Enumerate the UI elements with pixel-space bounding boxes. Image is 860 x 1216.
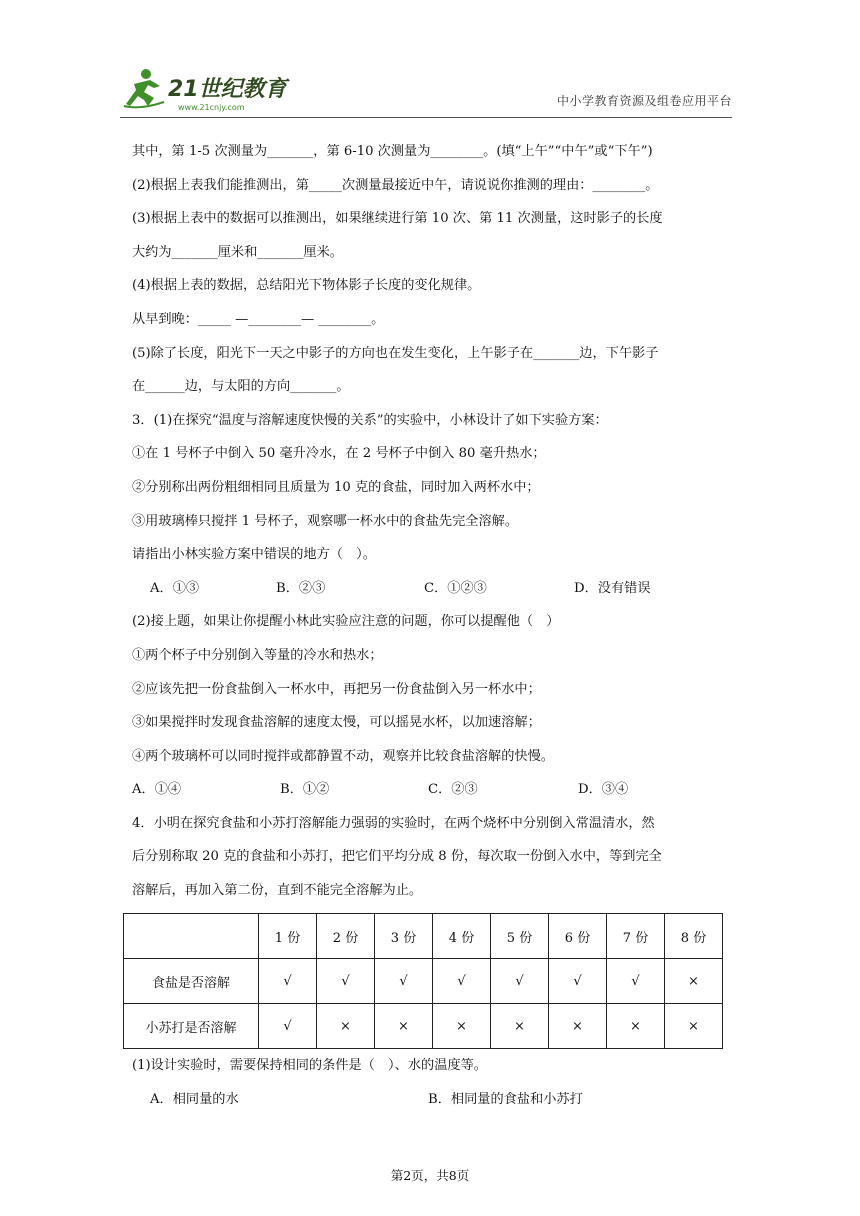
option-b: B．②③ — [276, 580, 326, 596]
text-line: ③用玻璃棒只搅拌 1 号杯子，观察哪一杯水中的食盐先完全溶解。 — [132, 513, 519, 529]
option-c: C．①②③ — [424, 580, 487, 596]
table-cell: 食盐是否溶解 — [124, 959, 259, 1004]
q3-2-options — [132, 778, 732, 812]
text-line: (2)接上题，如果让你提醒小林此实验应注意的问题，你可以提醒他（ ） — [132, 614, 560, 630]
table-cell: × — [665, 1004, 723, 1049]
table-cell: 1 份 — [259, 914, 317, 959]
table-cell: √ — [549, 959, 607, 1004]
option-c: C．②③ — [428, 782, 478, 798]
table-header-row — [124, 914, 723, 959]
text-line: (5)除了长度，阳光下一天之中影子的方向也在发生变化，上午影子在_______边，下午影子 — [132, 345, 659, 361]
option-a: A．相同量的水 — [150, 1091, 239, 1107]
table-cell: √ — [259, 1004, 317, 1049]
table-cell: × — [375, 1004, 433, 1049]
table-cell — [124, 914, 259, 959]
question-3-stem: 3．(1)在探究“温度与溶解速度快慢的关系”的实验中，小林设计了如下实验方案： — [132, 412, 608, 428]
table-cell: 8 份 — [665, 914, 723, 959]
table-cell: 小苏打是否溶解 — [124, 1004, 259, 1049]
page-header — [120, 66, 732, 118]
table-cell: × — [433, 1004, 491, 1049]
text-line: (1)设计实验时，需要保持相同的条件是（ ）、水的温度等。 — [132, 1058, 487, 1073]
table-row — [124, 1004, 723, 1049]
text-line: ③如果搅拌时发现食盐溶解的速度太慢，可以摇晃水杯，以加速溶解； — [132, 715, 541, 731]
text-line: (2)根据上表我们能推测出，第_____次测量最接近中午，请说说你推测的理由：________。 — [132, 177, 659, 193]
text-line: ④两个玻璃杯可以同时搅拌或都静置不动，观察并比较食盐溶解的快慢。 — [132, 748, 554, 764]
option-b: B．①② — [280, 782, 330, 798]
text-line: (4)根据上表的数据，总结阳光下物体影子长度的变化规律。 — [132, 278, 481, 294]
table-cell: √ — [491, 959, 549, 1004]
table-cell: √ — [259, 959, 317, 1004]
option-b: B．相同量的食盐和小苏打 — [428, 1091, 583, 1107]
table-cell: 5 份 — [491, 914, 549, 959]
table-cell: × — [317, 1004, 375, 1049]
table-cell: 6 份 — [549, 914, 607, 959]
text-line: ①在 1 号杯子中倒入 50 毫升冷水，在 2 号杯子中倒入 80 毫升热水； — [132, 446, 546, 462]
table-cell: √ — [607, 959, 665, 1004]
table-cell: × — [607, 1004, 665, 1049]
option-d: D．③④ — [578, 782, 629, 798]
document-body — [132, 140, 732, 913]
table-cell: √ — [375, 959, 433, 1004]
table-row — [124, 959, 723, 1004]
option-a: A．①④ — [132, 782, 182, 798]
table-cell: 2 份 — [317, 914, 375, 959]
page-number: 第2页，共8页 — [390, 1168, 470, 1183]
q3-1-options — [132, 577, 732, 611]
text-line: 其中，第 1-5 次测量为_______，第 6-10 次测量为________。(填“上午”“中午”或“下午”) — [132, 144, 653, 159]
table-cell: × — [665, 959, 723, 1004]
text-line: 从早到晚：_____ —________— ________。 — [132, 311, 385, 327]
text-line: (3)根据上表中的数据可以推测出，如果继续进行第 10 次、第 11 次测量，这时影子的长度 — [132, 211, 663, 227]
option-d: D．没有错误 — [574, 580, 651, 596]
text-line: ②分别称出两份粗细相同且质量为 10 克的食盐，同时加入两杯水中； — [132, 479, 540, 495]
table-cell: × — [491, 1004, 549, 1049]
text-line: 溶解后，再加入第二份，直到不能完全溶解为止。 — [132, 883, 423, 899]
text-line: ①两个杯子中分别倒入等量的冷水和热水； — [132, 647, 383, 663]
option-a: A．①③ — [150, 580, 200, 596]
header-rule — [120, 117, 732, 118]
svg-text:21世纪教育: 21世纪教育 — [168, 77, 287, 102]
dissolve-table — [123, 913, 723, 1049]
text-line: ②应该先把一份食盐倒入一杯水中，再把另一份食盐倒入另一杯水中； — [132, 681, 541, 697]
text-line: 大约为_______厘米和_______厘米。 — [132, 244, 343, 260]
svg-text:www.21cnjy.com: www.21cnjy.com — [178, 103, 245, 112]
table-cell: 7 份 — [607, 914, 665, 959]
text-line: 请指出小林实验方案中错误的地方（ ）。 — [132, 547, 376, 563]
table-cell: 4 份 — [433, 914, 491, 959]
table-cell: × — [549, 1004, 607, 1049]
question-4-1 — [132, 1054, 732, 1121]
table-cell: √ — [433, 959, 491, 1004]
text-line: 在______边，与太阳的方向_______。 — [132, 379, 350, 395]
q4-1-options — [132, 1088, 732, 1122]
logo-21cnjy — [120, 66, 300, 114]
text-line: 后分别称取 20 克的食盐和小苏打，把它们平均分成 8 份，每次取一份倒入水中，等到完全 — [132, 849, 662, 865]
table-cell: 3 份 — [375, 914, 433, 959]
platform-name: 中小学教育资源及组卷应用平台 — [556, 94, 732, 108]
table-cell: √ — [317, 959, 375, 1004]
question-4-stem: 4．小明在探究食盐和小苏打溶解能力强弱的实验时，在两个烧杯中分别倒入常温清水，然 — [132, 815, 655, 831]
